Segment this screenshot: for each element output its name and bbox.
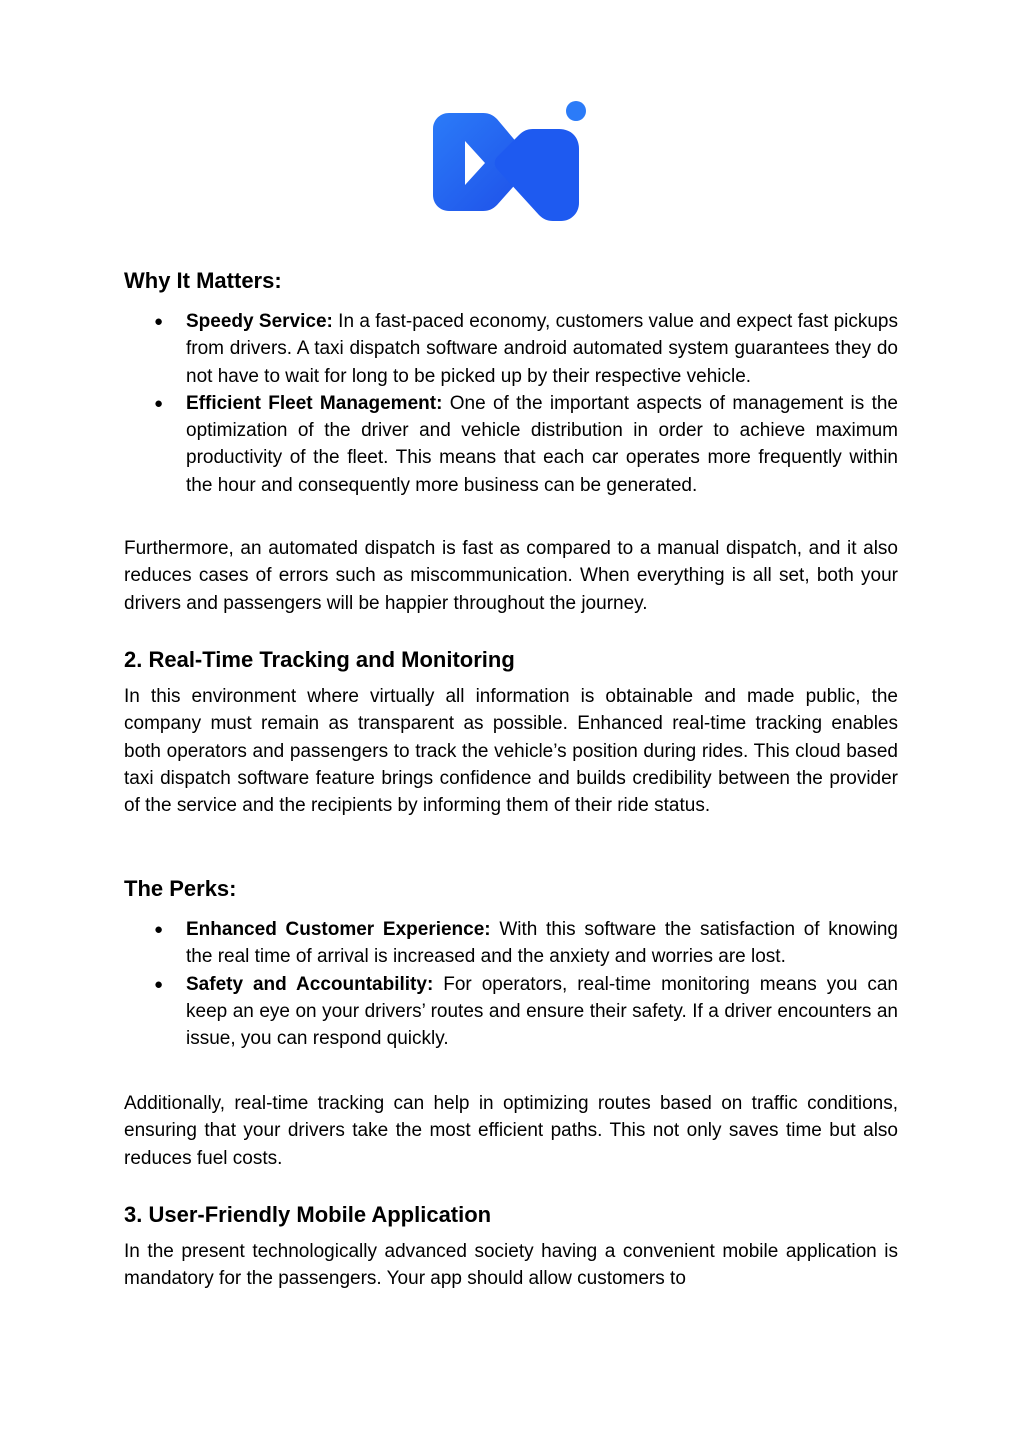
list-item-title: Enhanced Customer Experience: — [186, 919, 491, 940]
mobile-paragraph-block — [124, 1238, 898, 1293]
list-item-title: Safety and Accountability: — [186, 973, 434, 995]
tracking-section — [124, 647, 898, 673]
why-list — [124, 308, 898, 499]
paragraph: Additionally, real-time tracking can help in optimizing routes based on traffic conditions, ensuring that your drivers take the most efficient paths. This not only saves time but also reduces fuel costs. — [124, 1093, 898, 1169]
paragraph: Furthermore, an automated dispatch is fast as compared to a manual dispatch, and it also reduces cases of errors such as miscommunication. When everything is all set, both your drivers and passengers will be happier throughout the journey. — [124, 538, 898, 614]
tracking-paragraph-block — [124, 683, 898, 819]
bullet-icon: ● — [154, 313, 164, 330]
list-item-title: Efficient Fleet Management: — [186, 392, 443, 414]
list-item — [124, 390, 898, 499]
paragraph: In the present technologically advanced society having a convenient mobile application is mandatory for the passengers. Your app should allow customers to — [124, 1241, 898, 1290]
bullet-icon: ● — [154, 921, 164, 938]
list-item-text: With this software the satisfaction of knowing the real time of arrival is increased and the anxiety and worries are lost. — [186, 919, 898, 968]
perks-list — [124, 916, 898, 1052]
perks-section — [124, 876, 898, 902]
perks-paragraph-block — [124, 1090, 898, 1172]
section-heading: 3. User-Friendly Mobile Application — [124, 1202, 492, 1227]
why-section — [124, 268, 898, 294]
list-item — [124, 308, 898, 390]
section-heading: Why It Matters: — [124, 268, 282, 293]
list-item — [124, 916, 898, 971]
why-paragraph-block — [124, 535, 898, 617]
bullet-icon: ● — [154, 975, 164, 993]
section-heading: 2. Real-Time Tracking and Monitoring — [124, 647, 515, 672]
paragraph: In this environment where virtually all information is obtainable and made public, the company must remain as transparent as possible. Enhanced real-time tracking enables both operators and passengers to track the vehicle’s position during rides. This cloud based taxi dispatch software feature brings confidence and builds credibility between the provider of the service and the recipients by informing them of their ride status. — [124, 686, 898, 817]
bullet-icon: ● — [154, 394, 164, 412]
mobile-section — [124, 1202, 898, 1228]
list-item-title: Speedy Service: — [186, 311, 333, 332]
list-item-text: In a fast-paced economy, customers value and expect fast pickups from drivers. A taxi dispatch software android automated system guarantees they do not have to wait for long to be picked up by their respective vehicle. — [186, 311, 898, 387]
list-item — [124, 971, 898, 1053]
company-logo — [431, 99, 591, 223]
list-item-text: One of the important aspects of management is the optimization of the driver and vehicle distribution in order to achieve maximum productivity of the fleet. This means that each car operates more frequently within the hour and consequently more business can be generated. — [186, 392, 898, 496]
list-item-text: For operators, real-time monitoring means you can keep an eye on your drivers’ routes and ensure their safety. If a driver encounters an issue, you can respond quickly. — [186, 973, 898, 1050]
section-heading: The Perks: — [124, 876, 237, 901]
